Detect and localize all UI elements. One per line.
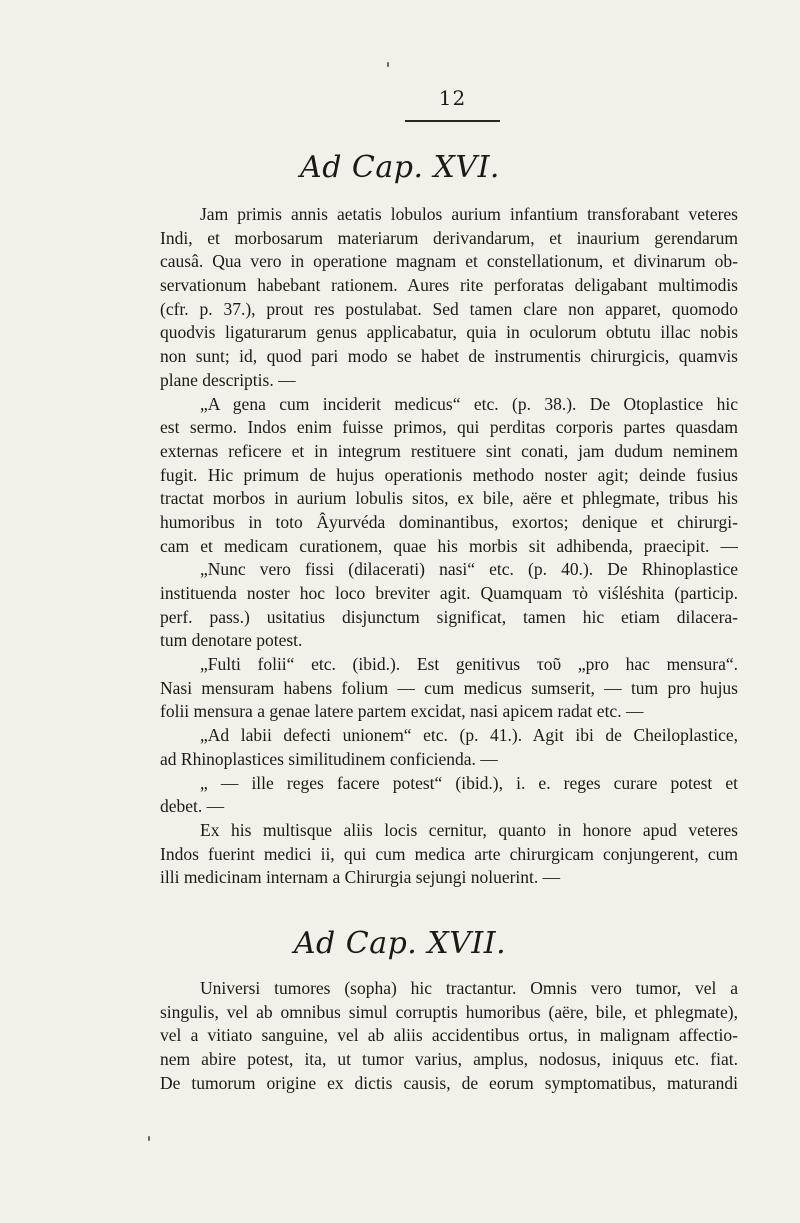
text-line: Ex his multisque aliis locis cernitur, quanto in honore apud veteres xyxy=(200,819,738,840)
text-line: tractat morbos in aurium lobulis sitos, ex bile, aëre et phlegmate, tribus his xyxy=(160,488,738,509)
text-line: tum denotare potest. xyxy=(160,630,303,651)
text-line: (cfr. p. 37.), prout res postulabat. Sed tamen clare non apparet, quomodo xyxy=(160,298,738,319)
text-line: „A gena cum inciderit medicus“ etc. (p. 38.). De Otoplastice hic xyxy=(200,393,738,414)
text-line: vel a vitiato sanguine, vel ab aliis accidentibus ortus, in malignam affectio- xyxy=(160,1025,738,1046)
page-number: 12 xyxy=(438,86,467,110)
text-line: fugit. Hic primum de hujus operationis methodo noster agit; deinde fusius xyxy=(160,464,738,485)
text-line: „ — ille reges facere potest“ (ibid.), i. e. reges curare potest et xyxy=(200,772,738,793)
text-line: illi medicinam internam a Chirurgia sejungi noluerint. — xyxy=(160,867,561,888)
text-line: cam et medicam curationem, quae his morbis sit adhibenda, praecipit. — xyxy=(160,535,738,556)
paper-speck xyxy=(387,62,389,67)
text-line: humoribus in toto Âyurvéda dominantibus, exortos; denique et chirurgi- xyxy=(160,511,738,532)
text-line: nem abire potest, ita, ut tumor varius, amplus, nodosus, iniquus etc. fiat. xyxy=(160,1049,738,1070)
section-xvi-body xyxy=(160,203,738,890)
section-xvii-body xyxy=(160,977,738,1095)
section-heading-xvii: Ad Cap. XVII. xyxy=(293,926,507,961)
paper-speck xyxy=(148,1136,150,1141)
text-line: „Ad labii defecti unionem“ etc. (p. 41.). Agit ibi de Cheiloplastice, xyxy=(200,725,738,746)
text-line: non sunt; id, quod pari modo se habet de instrumentis chirurgicis, quamvis xyxy=(160,346,738,367)
text-line: debet. — xyxy=(160,796,225,817)
page-number-rule xyxy=(405,120,500,122)
text-line: Universi tumores (sopha) hic tractantur. Omnis vero tumor, vel a xyxy=(200,978,738,998)
text-line: externas reficere et in integrum restituere sint conati, jam dudum neminem xyxy=(160,440,738,461)
text-line: Nasi mensuram habens folium — cum medicus sumserit, — tum pro hujus xyxy=(160,677,738,698)
text-line: Jam primis annis aetatis lobulos aurium infantium transforabant veteres xyxy=(200,204,738,224)
text-line: ad Rhinoplastices similitudinem conficienda. — xyxy=(160,748,498,769)
text-line: quodvis ligaturarum genus applicabatur, quia in oculorum obtutu illac nobis xyxy=(160,322,738,343)
text-line: Indi, et morbosarum materiarum derivandarum, et inaurium gerendarum xyxy=(160,227,738,248)
text-line: plane descriptis. — xyxy=(160,369,296,390)
section-heading-xvi: Ad Cap. XVI. xyxy=(300,150,500,185)
text-line: Indos fuerint medici ii, qui cum medica arte chirurgicam conjungerent, cum xyxy=(160,843,738,864)
text-line: „Fulti folii“ etc. (ibid.). Est genitivus τοῦ „pro hac mensura“. xyxy=(200,654,738,675)
text-line: est sermo. Indos enim fuisse primos, qui perditas corporis partes quasdam xyxy=(160,417,738,438)
text-line: folii mensura a genae latere partem excidat, nasi apicem radat etc. — xyxy=(160,701,644,722)
text-line: singulis, vel ab omnibus simul corruptis humoribus (aëre, bile, et phlegmate), xyxy=(160,1001,738,1022)
text-line: „Nunc vero fissi (dilacerati) nasi“ etc. (p. 40.). De Rhinoplastice xyxy=(200,559,738,580)
text-line: servationum habebant rationem. Aures rite perforatas deligabant multimodis xyxy=(160,275,738,296)
text-line: De tumorum origine ex dictis causis, de eorum symptomatibus, maturandi xyxy=(160,1072,738,1093)
text-line: instituenda noster hoc loco breviter agit. Quamquam τὸ viśléshita (particip. xyxy=(160,583,738,603)
text-line: perf. pass.) usitatius disjunctum significat, tamen hic etiam dilacera- xyxy=(160,606,738,627)
text-line: causâ. Qua vero in operatione magnam et constellationum, et divinarum ob- xyxy=(160,251,738,272)
